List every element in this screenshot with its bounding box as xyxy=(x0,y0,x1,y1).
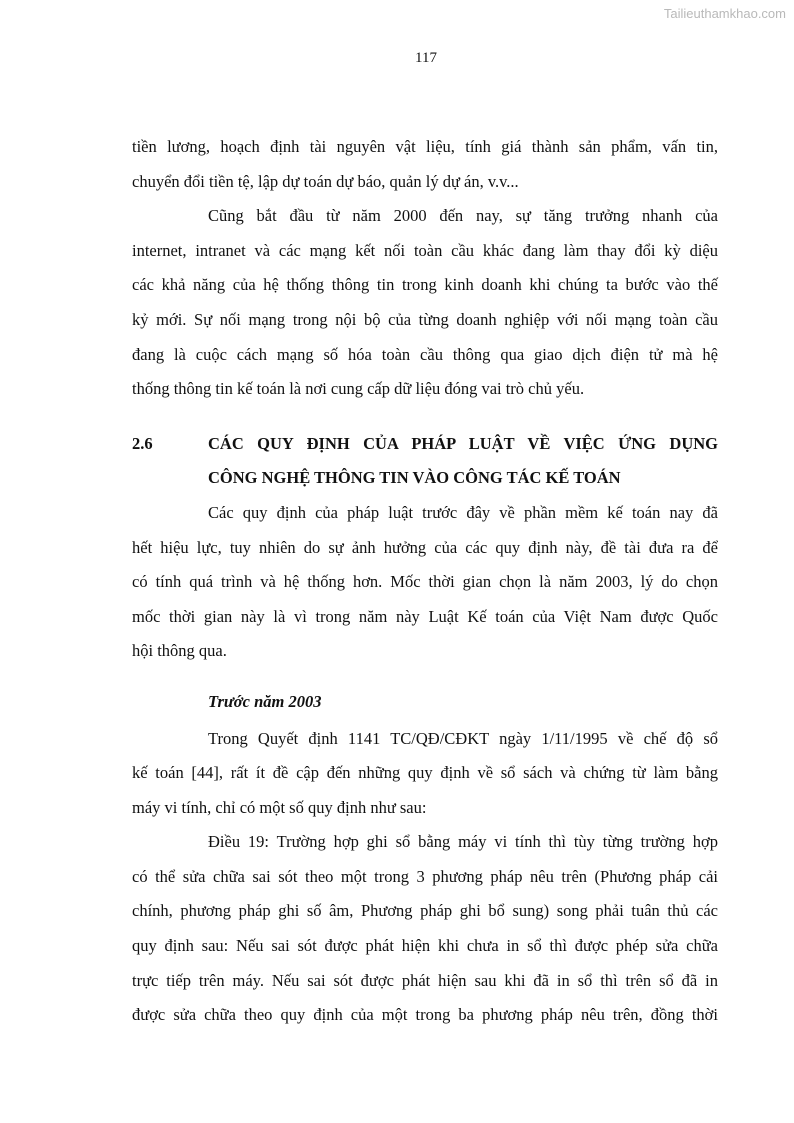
text-line: quy định sau: Nếu sai sót được phát hiện khi chưa in sổ thì được phép sửa chữa xyxy=(132,936,718,956)
text-line: tiền lương, hoạch định tài nguyên vật liệu, tính giá thành sản phẩm, vấn tin, xyxy=(132,137,718,156)
paragraph-4 xyxy=(132,722,718,826)
text-line: đang là cuộc cách mạng số hóa toàn cầu thông qua giao dịch điện tử mà hệ xyxy=(132,344,718,364)
section-title-line: CÁC QUY ĐỊNH CỦA PHÁP LUẬT VỀ VIỆC ỨNG DỤNG xyxy=(208,433,718,453)
text-line: hội thông qua. xyxy=(132,641,227,661)
section-title-line: CÔNG NGHỆ THÔNG TIN VÀO CÔNG TÁC KẾ TOÁN xyxy=(208,468,621,488)
text-line: có thể sửa chữa sai sót theo một trong 3 phương pháp nêu trên (Phương pháp cải xyxy=(132,866,718,886)
text-line: có tính quá trình và hệ thống hơn. Mốc thời gian chọn là năm 2003, lý do chọn xyxy=(132,572,718,592)
text-line: chính, phương pháp ghi số âm, Phương pháp ghi bổ sung) song phải tuân thủ các xyxy=(132,901,718,921)
section-title xyxy=(208,427,718,496)
text-line: Cũng bắt đầu từ năm 2000 đến nay, sự tăng trưởng nhanh của xyxy=(208,206,718,226)
document-body xyxy=(132,130,718,1033)
paragraph-1 xyxy=(132,130,718,199)
text-line: thống thông tin kế toán là nơi cung cấp dữ liệu đóng vai trò chủ yếu. xyxy=(132,379,585,399)
text-line: chuyển đổi tiền tệ, lập dự toán dự báo, quản lý dự án, v.v... xyxy=(132,171,519,191)
text-line: Điều 19: Trường hợp ghi sổ bằng máy vi tính thì tùy từng trường hợp xyxy=(208,832,718,852)
page-number: 117 xyxy=(415,50,437,66)
text-line: hết hiệu lực, tuy nhiên do sự ảnh hưởng của các quy định này, đề tài đưa ra để xyxy=(132,537,718,557)
text-line: Các quy định của pháp luật trước đây về phần mềm kế toán nay đã xyxy=(208,502,718,522)
section-number: 2.6 xyxy=(132,433,153,453)
paragraph-5 xyxy=(132,825,718,1033)
text-line: internet, intranet và các mạng kết nối toàn cầu khác đang làm thay đổi kỳ diệu xyxy=(132,240,718,260)
text-line: mốc thời gian này là vì trong năm này Luật Kế toán của Việt Nam được Quốc xyxy=(132,606,718,626)
text-line: kế toán [44], rất ít đề cập đến những quy định về sổ sách và chứng từ làm bằng xyxy=(132,763,718,783)
watermark-text: Tailieuthamkhao.com xyxy=(663,6,786,21)
text-line: trực tiếp trên máy. Nếu sai sót được phát hiện sau khi đã in sổ thì trên sổ đã in xyxy=(132,970,718,990)
subheading: Trước năm 2003 xyxy=(208,691,322,711)
text-line: Trong Quyết định 1141 TC/QĐ/CĐKT ngày 1/11/1995 về chế độ sổ xyxy=(208,728,718,748)
paragraph-3 xyxy=(132,496,718,669)
text-line: được sửa chữa theo quy định của một trong ba phương pháp nêu trên, đồng thời xyxy=(132,1005,718,1025)
section-heading xyxy=(132,427,718,496)
text-line: các khả năng của hệ thống thông tin trong kinh doanh khi chúng ta bước vào thế xyxy=(132,275,718,295)
text-line: máy vi tính, chỉ có một số quy định như sau: xyxy=(132,797,427,817)
text-line: kỷ mới. Sự nối mạng trong nội bộ của từng doanh nghiệp với nối mạng toàn cầu xyxy=(132,309,718,329)
paragraph-2 xyxy=(132,199,718,407)
